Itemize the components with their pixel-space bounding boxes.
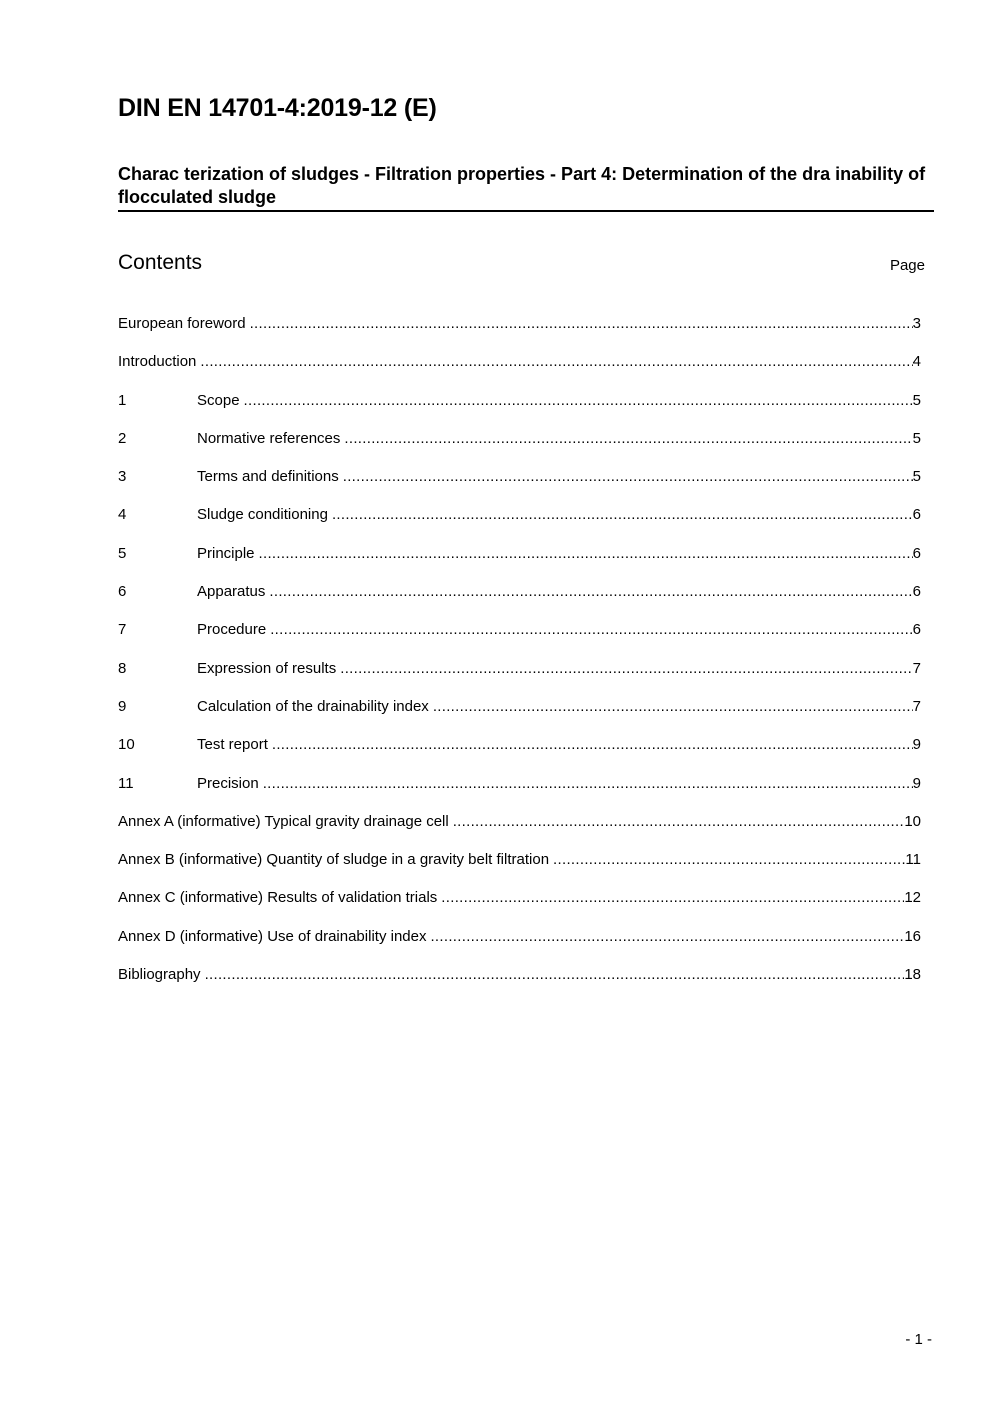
toc-entry-title: Calculation of the drainability index [197,697,429,715]
toc-entry-number: 1 [118,391,127,409]
toc-leader-dots [263,775,913,792]
toc-entry-annex-d[interactable] [118,928,921,966]
toc-entry-calculation-of-drainability-index[interactable] [118,698,921,736]
contents-heading: Contents [118,251,203,274]
toc-entry-page: 18 [904,966,921,984]
toc-entry-number: 8 [118,659,127,677]
toc-entry-european-foreword[interactable] [118,315,921,353]
table-of-contents [118,315,921,1004]
toc-leader-dots [553,851,905,868]
toc-entry-number: 10 [118,736,135,754]
toc-leader-dots [332,506,913,523]
toc-leader-dots [259,545,913,562]
toc-entry-number: 7 [118,621,127,639]
toc-entry-title: Principle [197,544,255,562]
toc-entry-precision[interactable] [118,775,921,813]
toc-entry-number: 6 [118,583,127,601]
toc-leader-dots [205,966,905,983]
toc-entry-number: 3 [118,468,127,486]
toc-leader-dots [340,660,912,677]
toc-leader-dots [433,698,913,715]
toc-entry-title: Introduction [118,353,197,371]
toc-entry-title: Terms and definitions [197,468,339,486]
toc-entry-number: 9 [118,697,127,715]
toc-leader-dots [453,813,905,830]
toc-entry-terms-and-definitions[interactable] [118,468,921,506]
toc-leader-dots [430,928,904,945]
toc-entry-title: Normative references [197,429,341,447]
toc-entry-number: 11 [118,774,134,792]
toc-entry-normative-references[interactable] [118,430,921,468]
toc-entry-introduction[interactable] [118,353,921,391]
toc-entry-number: 2 [118,429,127,447]
toc-entry-page: 4 [912,353,921,371]
toc-entry-page: 11 [905,851,921,869]
toc-entry-page: 9 [912,736,921,754]
toc-entry-title: Procedure [197,621,267,639]
toc-entry-page: 7 [912,697,921,715]
toc-entry-number: 4 [118,506,127,524]
toc-entry-page: 6 [912,506,921,524]
toc-entry-title: Annex A (informative) Typical gravity drainage cell [118,812,449,830]
toc-leader-dots [250,315,913,332]
toc-entry-page: 16 [904,927,921,945]
toc-entry-page: 3 [912,315,921,332]
document-id: DIN EN 14701-4:2019-12 (E) [118,94,437,122]
toc-leader-dots [269,583,912,600]
toc-entry-expression-of-results[interactable] [118,660,921,698]
toc-entry-title: Annex C (informative) Results of validation trials [118,889,438,907]
toc-entry-annex-c[interactable] [118,889,921,927]
toc-entry-page: 6 [912,621,921,639]
toc-leader-dots [441,889,904,906]
toc-entry-title: Precision [197,774,259,792]
toc-entry-scope[interactable] [118,392,921,430]
toc-entry-bibliography[interactable] [118,966,921,1004]
toc-leader-dots [200,353,912,370]
toc-entry-page: 5 [912,468,921,486]
toc-entry-page: 5 [912,391,921,409]
toc-entry-title: European foreword [118,315,246,332]
page-column-heading: Page [889,257,925,274]
toc-entry-page: 12 [904,889,921,907]
toc-leader-dots [344,430,912,447]
document-title: Charac terization of sludges - Filtration properties - Part 4: Determination of the dra inability of flocculated sludge [118,163,934,212]
toc-entry-title: Apparatus [197,583,266,601]
toc-entry-page: 6 [912,544,921,562]
toc-leader-dots [272,736,913,753]
toc-entry-annex-a[interactable] [118,813,921,851]
toc-entry-page: 9 [912,774,921,792]
toc-entry-title: Test report [197,736,268,754]
toc-entry-sludge-conditioning[interactable] [118,506,921,544]
toc-entry-page: 6 [912,583,921,601]
toc-entry-annex-b[interactable] [118,851,921,889]
toc-entry-page: 5 [912,429,921,447]
toc-entry-principle[interactable] [118,545,921,583]
toc-entry-title: Sludge conditioning [197,506,328,524]
page-number: - 1 - [905,1331,932,1348]
toc-leader-dots [343,468,913,485]
toc-entry-test-report[interactable] [118,736,921,774]
toc-entry-apparatus[interactable] [118,583,921,621]
toc-leader-dots [244,392,913,409]
toc-entry-title: Scope [197,391,240,409]
toc-entry-title: Annex D (informative) Use of drainability index [118,927,427,945]
toc-entry-title: Annex B (informative) Quantity of sludge in a gravity belt filtration [118,851,550,869]
toc-entry-number: 5 [118,544,127,562]
toc-entry-title: Bibliography [118,966,201,984]
toc-entry-title: Expression of results [197,659,337,677]
toc-entry-page: 7 [912,659,921,677]
toc-entry-procedure[interactable] [118,621,921,659]
toc-entry-page: 10 [904,812,921,830]
toc-leader-dots [270,621,912,638]
